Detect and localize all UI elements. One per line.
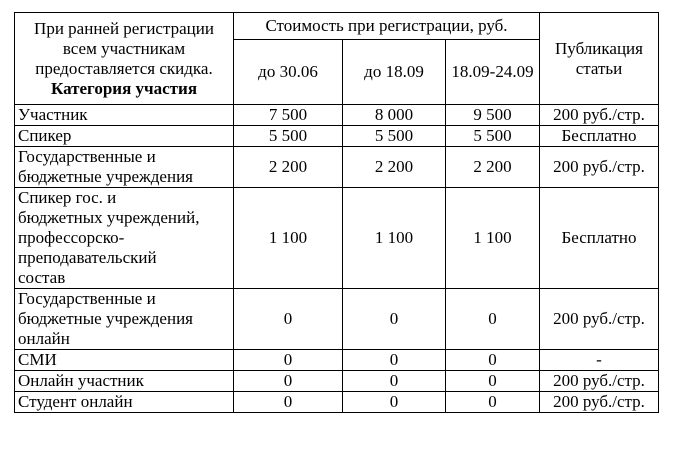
category-line: Онлайн участник [18,371,144,390]
price-cell: 0 [343,289,446,350]
category-cell [15,371,234,392]
table-row [15,188,659,289]
category-line: Участник [18,105,88,124]
publication-cell: 200 руб./стр. [540,371,659,392]
publication-line: статьи [575,58,623,78]
price-cell: 0 [446,392,540,413]
pricing-table [14,12,659,413]
price-cell: 5 500 [343,126,446,147]
category-line: бюджетные учреждения [18,167,193,186]
category-cell [15,126,234,147]
category-cell [15,350,234,371]
price-cell: 5 500 [234,126,343,147]
price-cell: 8 000 [343,105,446,126]
table-row [15,392,659,413]
price-cell: 1 100 [446,188,540,289]
header-row-1 [15,13,659,40]
price-cell: 0 [446,350,540,371]
publication-line: Публикация [555,38,643,58]
price-cell: 1 100 [234,188,343,289]
category-line: бюджетных учреждений, [18,208,200,227]
publication-cell: 200 руб./стр. [540,147,659,188]
publication-cell: Бесплатно [540,188,659,289]
period-header-3: 18.09-24.09 [446,40,540,105]
price-cell: 0 [343,350,446,371]
category-line: Спикер [18,126,72,145]
pricing-table-container [14,12,659,413]
table-row [15,105,659,126]
category-header [15,13,234,105]
category-cell [15,188,234,289]
price-cell: 2 200 [343,147,446,188]
table-row [15,371,659,392]
corner-line: всем участникам [62,38,186,58]
publication-cell: - [540,350,659,371]
price-cell: 7 500 [234,105,343,126]
price-cell: 0 [234,371,343,392]
publication-cell: 200 руб./стр. [540,289,659,350]
category-line: Студент онлайн [18,392,133,411]
price-cell: 0 [343,371,446,392]
period-header-1: до 30.06 [234,40,343,105]
category-line: СМИ [18,350,57,369]
price-cell: 0 [234,392,343,413]
price-group-header: Стоимость при регистрации, руб. [234,13,540,40]
table-row [15,147,659,188]
price-cell: 2 200 [446,147,540,188]
category-line: профессорско- [18,228,125,247]
category-cell [15,392,234,413]
publication-cell: Бесплатно [540,126,659,147]
price-cell: 0 [446,371,540,392]
corner-line: При ранней регистрации [34,18,214,38]
period-header-2: до 18.09 [343,40,446,105]
price-cell: 2 200 [234,147,343,188]
category-line: Спикер гос. и [18,188,117,207]
price-cell: 0 [234,350,343,371]
category-cell [15,289,234,350]
price-cell: 9 500 [446,105,540,126]
table-row [15,289,659,350]
category-line: преподавательский [18,248,157,267]
category-line: бюджетные учреждения [18,309,193,328]
table-row [15,350,659,371]
category-cell [15,147,234,188]
price-cell: 0 [343,392,446,413]
category-label: Категория участия [50,78,198,98]
price-cell: 1 100 [343,188,446,289]
corner-line: предоставляется скидка. [35,58,213,78]
category-line: онлайн [18,329,70,348]
publication-cell: 200 руб./стр. [540,392,659,413]
publication-cell: 200 руб./стр. [540,105,659,126]
category-line: состав [18,268,66,287]
category-cell [15,105,234,126]
publication-header [540,13,659,105]
category-line: Государственные и [18,289,156,308]
category-line: Государственные и [18,147,156,166]
price-cell: 5 500 [446,126,540,147]
price-cell: 0 [446,289,540,350]
price-cell: 0 [234,289,343,350]
table-row [15,126,659,147]
